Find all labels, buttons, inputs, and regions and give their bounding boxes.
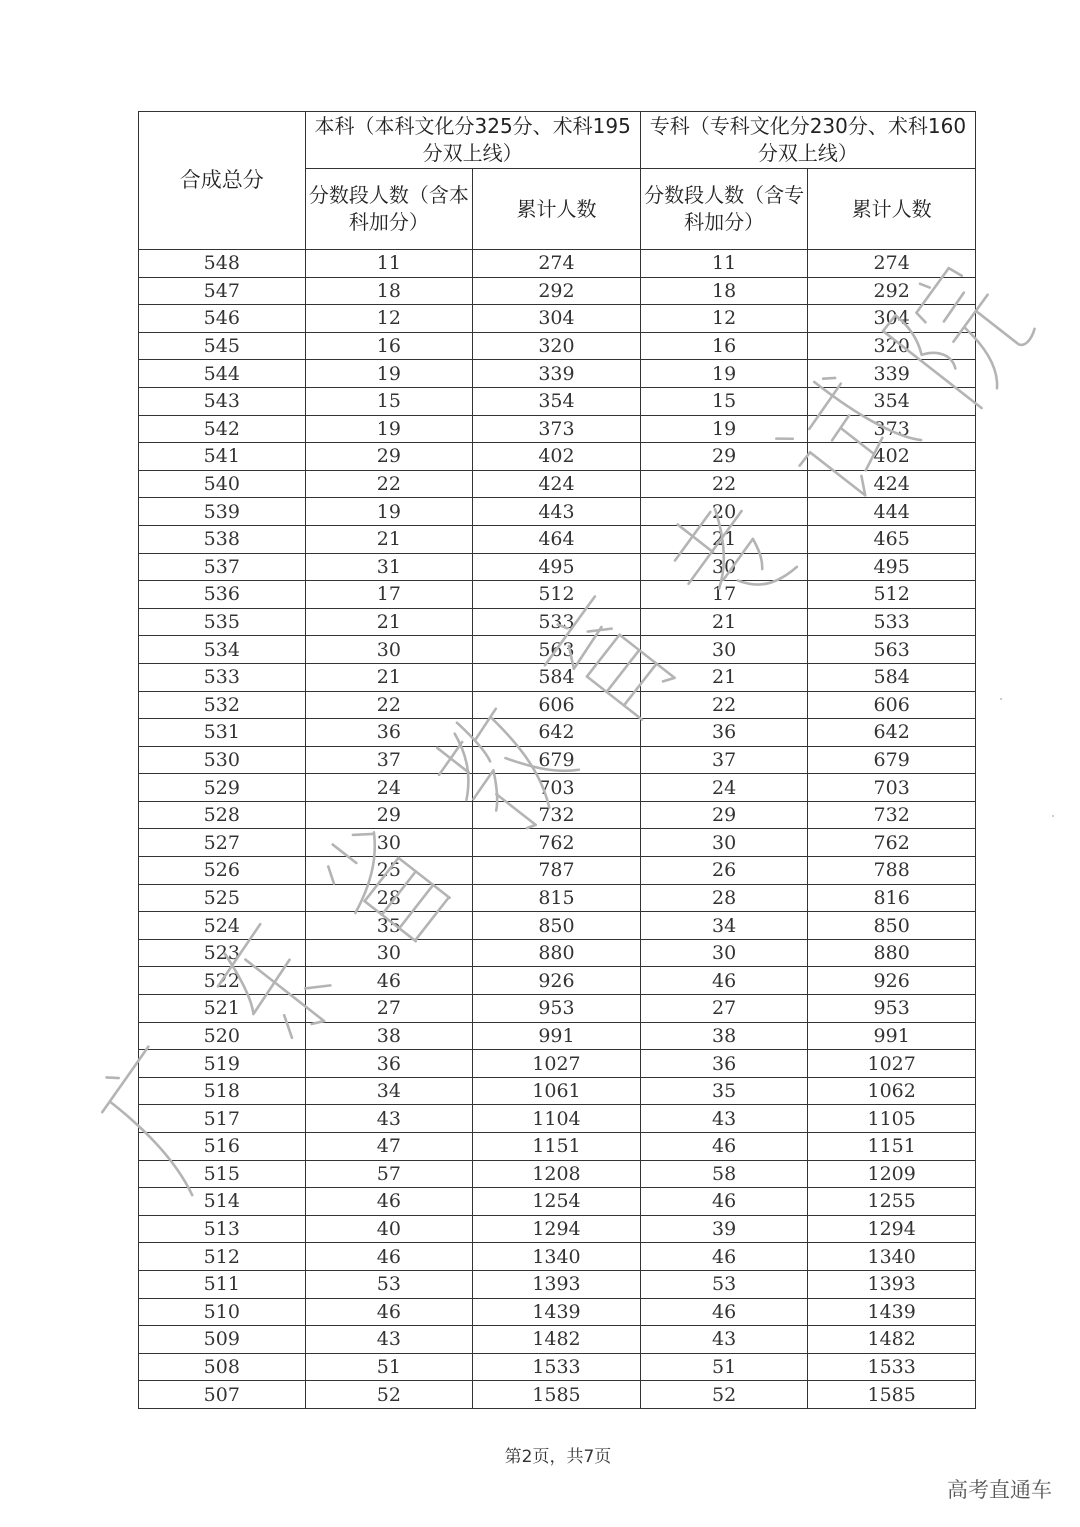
- cell-undergrad-cumulative: 292: [473, 277, 641, 305]
- cell-undergrad-segment: 46: [305, 1298, 473, 1326]
- table-row: [139, 912, 976, 940]
- cell-undergrad-segment: 27: [305, 995, 473, 1023]
- cell-undergrad-cumulative: 424: [473, 470, 641, 498]
- table-row: [139, 691, 976, 719]
- cell-undergrad-cumulative: 443: [473, 498, 641, 526]
- cell-junior-segment: 30: [640, 939, 808, 967]
- cell-junior-cumulative: 642: [808, 719, 976, 747]
- cell-junior-cumulative: 679: [808, 746, 976, 774]
- cell-junior-cumulative: 732: [808, 801, 976, 829]
- table-row: [139, 995, 976, 1023]
- cell-junior-segment: 22: [640, 691, 808, 719]
- cell-total-score: 512: [139, 1243, 306, 1271]
- cell-undergrad-segment: 28: [305, 884, 473, 912]
- table-row: [139, 829, 976, 857]
- table-row: [139, 801, 976, 829]
- cell-junior-cumulative: 304: [808, 305, 976, 333]
- cell-undergrad-segment: 51: [305, 1353, 473, 1381]
- cell-undergrad-segment: 16: [305, 332, 473, 360]
- table-row: [139, 1188, 976, 1216]
- header-undergrad-group: 本科（本科文化分325分、术科195分双上线）: [305, 112, 640, 169]
- cell-undergrad-segment: 22: [305, 470, 473, 498]
- cell-undergrad-cumulative: 402: [473, 443, 641, 471]
- cell-total-score: 529: [139, 774, 306, 802]
- table-row: [139, 1050, 976, 1078]
- cell-junior-segment: 30: [640, 636, 808, 664]
- cell-total-score: 514: [139, 1188, 306, 1216]
- cell-junior-cumulative: 373: [808, 415, 976, 443]
- cell-undergrad-segment: 57: [305, 1160, 473, 1188]
- table-row: [139, 1215, 976, 1243]
- cell-junior-segment: 46: [640, 1298, 808, 1326]
- cell-junior-segment: 18: [640, 277, 808, 305]
- cell-junior-cumulative: 402: [808, 443, 976, 471]
- table-row: [139, 1105, 976, 1133]
- cell-undergrad-cumulative: 1061: [473, 1077, 641, 1105]
- cell-junior-cumulative: 1482: [808, 1326, 976, 1354]
- cell-undergrad-segment: 43: [305, 1105, 473, 1133]
- cell-junior-segment: 21: [640, 608, 808, 636]
- cell-total-score: 521: [139, 995, 306, 1023]
- cell-undergrad-segment: 46: [305, 967, 473, 995]
- cell-undergrad-cumulative: 1533: [473, 1353, 641, 1381]
- cell-undergrad-cumulative: 512: [473, 581, 641, 609]
- cell-undergrad-cumulative: 584: [473, 663, 641, 691]
- cell-undergrad-cumulative: 1104: [473, 1105, 641, 1133]
- cell-undergrad-segment: 36: [305, 719, 473, 747]
- cell-junior-cumulative: 1585: [808, 1381, 976, 1409]
- cell-junior-cumulative: 816: [808, 884, 976, 912]
- cell-junior-segment: 26: [640, 857, 808, 885]
- cell-total-score: 525: [139, 884, 306, 912]
- cell-junior-cumulative: 703: [808, 774, 976, 802]
- cell-junior-segment: 36: [640, 1050, 808, 1078]
- cell-junior-segment: 30: [640, 829, 808, 857]
- cell-total-score: 511: [139, 1270, 306, 1298]
- source-brand-label: 高考直通车: [947, 1478, 1052, 1502]
- cell-undergrad-cumulative: 1254: [473, 1188, 641, 1216]
- cell-total-score: 533: [139, 663, 306, 691]
- cell-undergrad-segment: 52: [305, 1381, 473, 1409]
- cell-junior-cumulative: 1294: [808, 1215, 976, 1243]
- table-row: [139, 746, 976, 774]
- table-body: [139, 250, 976, 1409]
- cell-total-score: 524: [139, 912, 306, 940]
- table-row: [139, 360, 976, 388]
- score-distribution-table: [138, 111, 976, 1409]
- cell-junior-segment: 29: [640, 801, 808, 829]
- cell-undergrad-cumulative: 495: [473, 553, 641, 581]
- cell-junior-cumulative: 1393: [808, 1270, 976, 1298]
- table-row: [139, 1270, 976, 1298]
- cell-undergrad-cumulative: 815: [473, 884, 641, 912]
- cell-total-score: 534: [139, 636, 306, 664]
- cell-undergrad-cumulative: 304: [473, 305, 641, 333]
- cell-undergrad-segment: 30: [305, 636, 473, 664]
- cell-undergrad-segment: 18: [305, 277, 473, 305]
- header-junior-group: 专科（专科文化分230分、术科160分双上线）: [640, 112, 975, 169]
- cell-undergrad-segment: 46: [305, 1243, 473, 1271]
- cell-undergrad-cumulative: 533: [473, 608, 641, 636]
- cell-total-score: 543: [139, 387, 306, 415]
- cell-undergrad-segment: 47: [305, 1133, 473, 1161]
- cell-total-score: 519: [139, 1050, 306, 1078]
- table-row: [139, 636, 976, 664]
- table-row: [139, 774, 976, 802]
- cell-total-score: 539: [139, 498, 306, 526]
- cell-undergrad-segment: 19: [305, 360, 473, 388]
- table-row: [139, 1353, 976, 1381]
- cell-junior-cumulative: 880: [808, 939, 976, 967]
- cell-total-score: 527: [139, 829, 306, 857]
- cell-total-score: 516: [139, 1133, 306, 1161]
- cell-undergrad-cumulative: 1340: [473, 1243, 641, 1271]
- cell-junior-cumulative: 584: [808, 663, 976, 691]
- cell-junior-cumulative: 1255: [808, 1188, 976, 1216]
- cell-undergrad-cumulative: 642: [473, 719, 641, 747]
- table-row: [139, 498, 976, 526]
- table-row: [139, 443, 976, 471]
- cell-total-score: 544: [139, 360, 306, 388]
- cell-undergrad-cumulative: 1294: [473, 1215, 641, 1243]
- cell-undergrad-segment: 21: [305, 663, 473, 691]
- table-row: [139, 250, 976, 278]
- cell-junior-segment: 46: [640, 1188, 808, 1216]
- cell-undergrad-cumulative: 1439: [473, 1298, 641, 1326]
- cell-undergrad-segment: 31: [305, 553, 473, 581]
- cell-junior-cumulative: 354: [808, 387, 976, 415]
- cell-total-score: 526: [139, 857, 306, 885]
- table-row: [139, 1077, 976, 1105]
- cell-junior-segment: 46: [640, 967, 808, 995]
- table-row: [139, 415, 976, 443]
- cell-junior-segment: 46: [640, 1243, 808, 1271]
- cell-junior-cumulative: 850: [808, 912, 976, 940]
- cell-junior-cumulative: 1209: [808, 1160, 976, 1188]
- cell-junior-segment: 43: [640, 1105, 808, 1133]
- header-total-score: 合成总分: [139, 112, 306, 250]
- cell-junior-segment: 58: [640, 1160, 808, 1188]
- cell-junior-segment: 19: [640, 415, 808, 443]
- cell-undergrad-segment: 35: [305, 912, 473, 940]
- table-header: [139, 112, 976, 250]
- cell-undergrad-segment: 30: [305, 829, 473, 857]
- cell-junior-cumulative: 606: [808, 691, 976, 719]
- cell-undergrad-segment: 34: [305, 1077, 473, 1105]
- cell-junior-cumulative: 1340: [808, 1243, 976, 1271]
- cell-junior-segment: 51: [640, 1353, 808, 1381]
- cell-junior-segment: 53: [640, 1270, 808, 1298]
- cell-junior-cumulative: 424: [808, 470, 976, 498]
- cell-undergrad-segment: 22: [305, 691, 473, 719]
- cell-junior-segment: 19: [640, 360, 808, 388]
- cell-total-score: 541: [139, 443, 306, 471]
- table-row: [139, 525, 976, 553]
- cell-undergrad-segment: 46: [305, 1188, 473, 1216]
- cell-junior-cumulative: 465: [808, 525, 976, 553]
- scan-speck: [1052, 815, 1054, 817]
- page-footer: 第2页，共7页: [504, 1447, 612, 1467]
- cell-undergrad-cumulative: 354: [473, 387, 641, 415]
- cell-undergrad-segment: 38: [305, 1022, 473, 1050]
- cell-undergrad-cumulative: 1585: [473, 1381, 641, 1409]
- cell-total-score: 520: [139, 1022, 306, 1050]
- cell-total-score: 535: [139, 608, 306, 636]
- cell-undergrad-cumulative: 850: [473, 912, 641, 940]
- cell-undergrad-segment: 43: [305, 1326, 473, 1354]
- table-row: [139, 1022, 976, 1050]
- cell-total-score: 547: [139, 277, 306, 305]
- cell-junior-cumulative: 1062: [808, 1077, 976, 1105]
- cell-total-score: 509: [139, 1326, 306, 1354]
- cell-total-score: 515: [139, 1160, 306, 1188]
- cell-junior-cumulative: 512: [808, 581, 976, 609]
- cell-junior-cumulative: 1439: [808, 1298, 976, 1326]
- cell-junior-cumulative: 444: [808, 498, 976, 526]
- cell-undergrad-segment: 37: [305, 746, 473, 774]
- table-row: [139, 608, 976, 636]
- cell-junior-cumulative: 926: [808, 967, 976, 995]
- cell-junior-segment: 27: [640, 995, 808, 1023]
- cell-undergrad-segment: 17: [305, 581, 473, 609]
- table-row: [139, 1298, 976, 1326]
- cell-junior-cumulative: 762: [808, 829, 976, 857]
- cell-undergrad-cumulative: 606: [473, 691, 641, 719]
- cell-junior-cumulative: 339: [808, 360, 976, 388]
- cell-undergrad-cumulative: 464: [473, 525, 641, 553]
- cell-undergrad-cumulative: 1393: [473, 1270, 641, 1298]
- cell-total-score: 532: [139, 691, 306, 719]
- cell-total-score: 530: [139, 746, 306, 774]
- cell-undergrad-cumulative: 991: [473, 1022, 641, 1050]
- header-undergrad-cumulative: 累计人数: [473, 169, 641, 250]
- cell-junior-segment: 46: [640, 1133, 808, 1161]
- cell-undergrad-segment: 21: [305, 525, 473, 553]
- cell-total-score: 510: [139, 1298, 306, 1326]
- cell-junior-cumulative: 1533: [808, 1353, 976, 1381]
- cell-junior-segment: 20: [640, 498, 808, 526]
- cell-undergrad-segment: 40: [305, 1215, 473, 1243]
- cell-junior-cumulative: 1027: [808, 1050, 976, 1078]
- cell-junior-cumulative: 1105: [808, 1105, 976, 1133]
- cell-junior-cumulative: 788: [808, 857, 976, 885]
- cell-total-score: 507: [139, 1381, 306, 1409]
- cell-undergrad-cumulative: 926: [473, 967, 641, 995]
- cell-junior-segment: 43: [640, 1326, 808, 1354]
- header-junior-cumulative: 累计人数: [808, 169, 976, 250]
- cell-total-score: 545: [139, 332, 306, 360]
- cell-undergrad-cumulative: 762: [473, 829, 641, 857]
- cell-undergrad-segment: 19: [305, 498, 473, 526]
- table-row: [139, 1243, 976, 1271]
- cell-total-score: 537: [139, 553, 306, 581]
- table-row: [139, 939, 976, 967]
- cell-undergrad-cumulative: 787: [473, 857, 641, 885]
- header-junior-segment: 分数段人数（含专科加分）: [640, 169, 808, 250]
- cell-total-score: 528: [139, 801, 306, 829]
- cell-undergrad-cumulative: 339: [473, 360, 641, 388]
- table-row: [139, 581, 976, 609]
- cell-total-score: 517: [139, 1105, 306, 1133]
- cell-junior-cumulative: 953: [808, 995, 976, 1023]
- cell-undergrad-cumulative: 732: [473, 801, 641, 829]
- cell-junior-cumulative: 495: [808, 553, 976, 581]
- cell-junior-segment: 29: [640, 443, 808, 471]
- table-row: [139, 663, 976, 691]
- cell-junior-cumulative: 1151: [808, 1133, 976, 1161]
- cell-undergrad-segment: 11: [305, 250, 473, 278]
- cell-undergrad-cumulative: 679: [473, 746, 641, 774]
- cell-junior-segment: 39: [640, 1215, 808, 1243]
- cell-junior-cumulative: 563: [808, 636, 976, 664]
- table-row: [139, 1326, 976, 1354]
- cell-junior-segment: 30: [640, 553, 808, 581]
- cell-junior-segment: 52: [640, 1381, 808, 1409]
- cell-undergrad-segment: 19: [305, 415, 473, 443]
- cell-junior-segment: 15: [640, 387, 808, 415]
- table-row: [139, 277, 976, 305]
- cell-junior-segment: 34: [640, 912, 808, 940]
- cell-undergrad-segment: 24: [305, 774, 473, 802]
- cell-undergrad-cumulative: 1151: [473, 1133, 641, 1161]
- cell-undergrad-segment: 53: [305, 1270, 473, 1298]
- cell-undergrad-cumulative: 880: [473, 939, 641, 967]
- table-row: [139, 967, 976, 995]
- cell-undergrad-segment: 29: [305, 443, 473, 471]
- cell-junior-cumulative: 292: [808, 277, 976, 305]
- cell-total-score: 513: [139, 1215, 306, 1243]
- cell-junior-cumulative: 274: [808, 250, 976, 278]
- cell-junior-cumulative: 991: [808, 1022, 976, 1050]
- cell-junior-segment: 16: [640, 332, 808, 360]
- cell-undergrad-cumulative: 373: [473, 415, 641, 443]
- cell-undergrad-cumulative: 1027: [473, 1050, 641, 1078]
- cell-undergrad-segment: 25: [305, 857, 473, 885]
- table-row: [139, 305, 976, 333]
- cell-junior-segment: 21: [640, 663, 808, 691]
- cell-junior-segment: 12: [640, 305, 808, 333]
- table-row: [139, 470, 976, 498]
- scan-speck: [1000, 698, 1002, 700]
- cell-undergrad-cumulative: 1482: [473, 1326, 641, 1354]
- cell-total-score: 518: [139, 1077, 306, 1105]
- table-row: [139, 553, 976, 581]
- cell-undergrad-segment: 15: [305, 387, 473, 415]
- cell-junior-segment: 38: [640, 1022, 808, 1050]
- cell-junior-segment: 21: [640, 525, 808, 553]
- cell-undergrad-segment: 30: [305, 939, 473, 967]
- cell-undergrad-cumulative: 320: [473, 332, 641, 360]
- header-undergrad-segment: 分数段人数（含本科加分）: [305, 169, 473, 250]
- table-row: [139, 884, 976, 912]
- cell-junior-segment: 28: [640, 884, 808, 912]
- cell-junior-segment: 35: [640, 1077, 808, 1105]
- cell-undergrad-segment: 29: [305, 801, 473, 829]
- cell-undergrad-cumulative: 563: [473, 636, 641, 664]
- table-row: [139, 1133, 976, 1161]
- table-row: [139, 1160, 976, 1188]
- cell-junior-cumulative: 320: [808, 332, 976, 360]
- cell-total-score: 542: [139, 415, 306, 443]
- cell-undergrad-cumulative: 1208: [473, 1160, 641, 1188]
- table-row: [139, 857, 976, 885]
- cell-junior-segment: 11: [640, 250, 808, 278]
- table-row: [139, 332, 976, 360]
- cell-total-score: 522: [139, 967, 306, 995]
- table-row: [139, 1381, 976, 1409]
- cell-undergrad-segment: 12: [305, 305, 473, 333]
- cell-total-score: 538: [139, 525, 306, 553]
- table-row: [139, 387, 976, 415]
- cell-junior-segment: 17: [640, 581, 808, 609]
- cell-undergrad-cumulative: 703: [473, 774, 641, 802]
- table-row: [139, 719, 976, 747]
- cell-total-score: 508: [139, 1353, 306, 1381]
- cell-junior-segment: 24: [640, 774, 808, 802]
- cell-undergrad-cumulative: 953: [473, 995, 641, 1023]
- cell-total-score: 548: [139, 250, 306, 278]
- cell-total-score: 531: [139, 719, 306, 747]
- cell-total-score: 540: [139, 470, 306, 498]
- cell-undergrad-cumulative: 274: [473, 250, 641, 278]
- cell-total-score: 523: [139, 939, 306, 967]
- cell-total-score: 536: [139, 581, 306, 609]
- cell-junior-segment: 22: [640, 470, 808, 498]
- cell-junior-segment: 37: [640, 746, 808, 774]
- cell-total-score: 546: [139, 305, 306, 333]
- cell-undergrad-segment: 21: [305, 608, 473, 636]
- cell-junior-segment: 36: [640, 719, 808, 747]
- cell-junior-cumulative: 533: [808, 608, 976, 636]
- cell-undergrad-segment: 36: [305, 1050, 473, 1078]
